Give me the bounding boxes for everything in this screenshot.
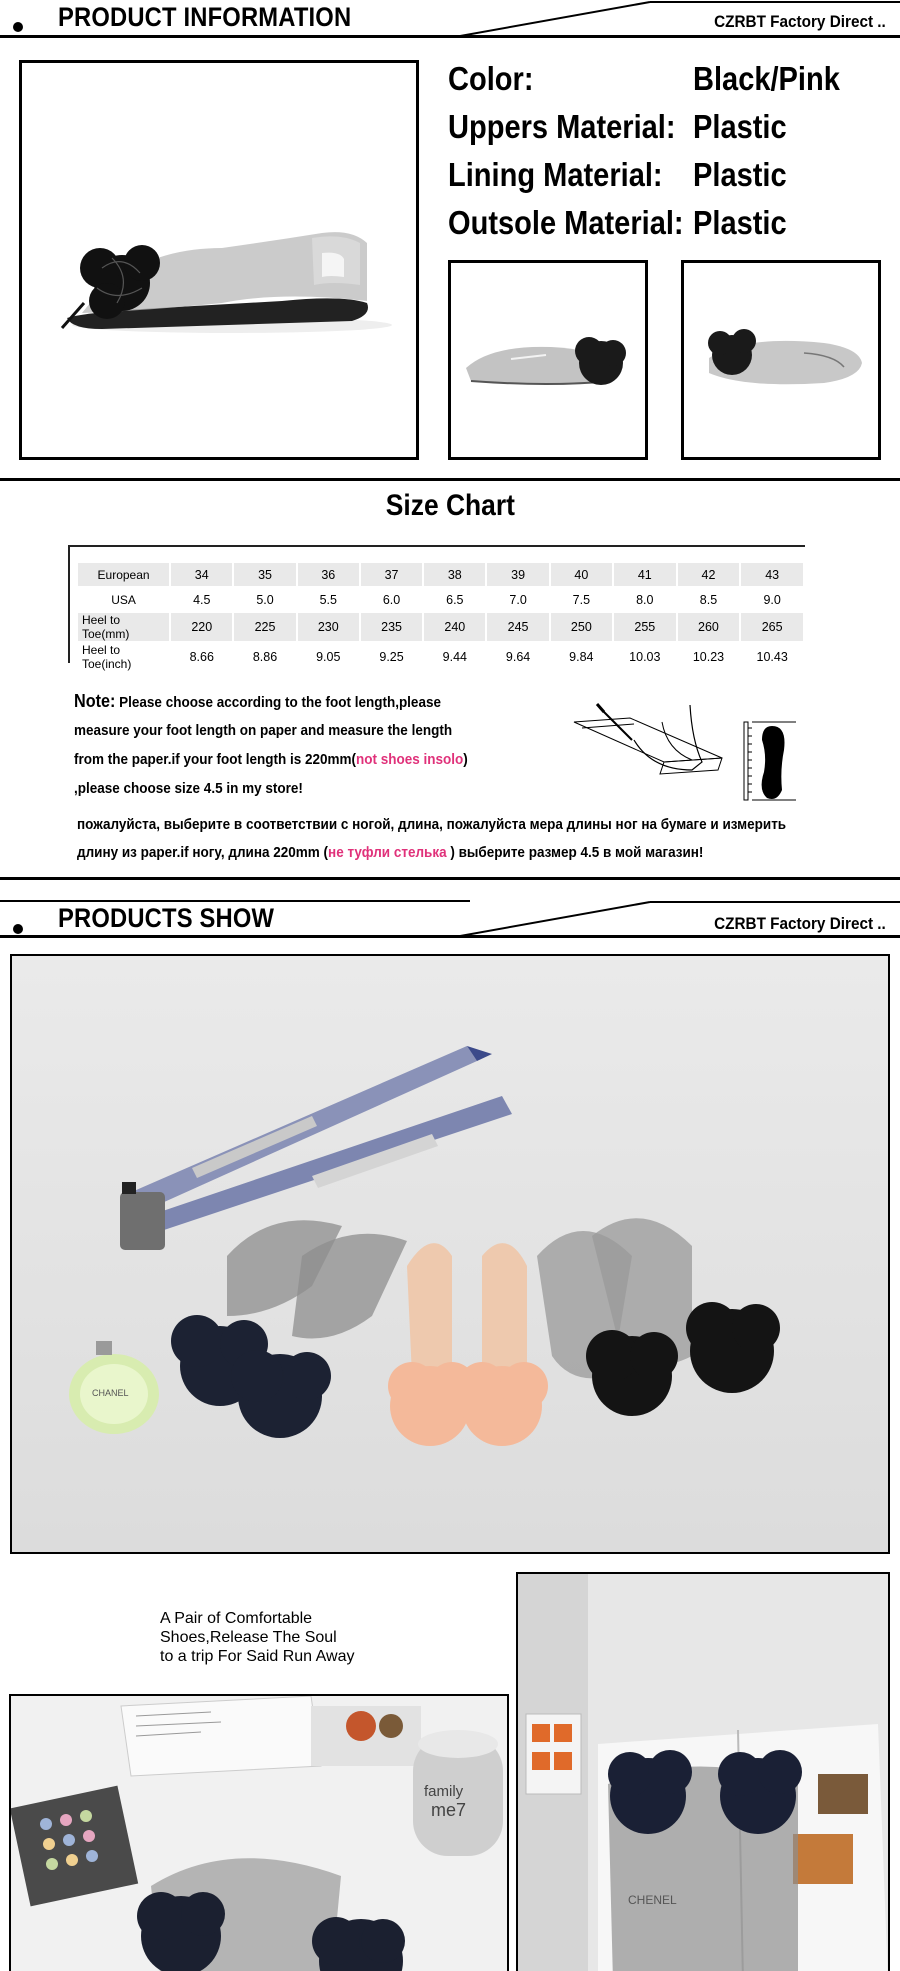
table-row (78, 588, 803, 611)
row-header: USA (78, 588, 169, 611)
spec-uppers-label: Uppers Material: (448, 108, 676, 145)
table-cell: 220 (171, 613, 232, 641)
table-cell: 8.86 (234, 643, 295, 671)
table-cell: 37 (361, 563, 422, 586)
table-row (78, 613, 803, 641)
note-line-3 (74, 751, 468, 768)
table-cell: 7.5 (551, 588, 612, 611)
sandals-magazine-image (518, 1574, 888, 1971)
note-text: Please choose according to the foot length,please (115, 694, 441, 711)
sandals-desk-image (11, 1696, 507, 1971)
row-header: European (78, 563, 169, 586)
bullet-icon (13, 924, 23, 934)
note-highlight: не туфли стелька (328, 844, 447, 861)
tagline-line: A Pair of Comfortable (160, 1610, 313, 1627)
table-cell: 8.66 (171, 643, 232, 671)
table-cell: 9.05 (298, 643, 359, 671)
sandal-side-view-image (22, 63, 416, 457)
note-line-2: measure your foot length on paper and measure the length (74, 722, 453, 739)
table-cell: 250 (551, 613, 612, 641)
chart-left-border (68, 545, 70, 663)
table-cell: 9.25 (361, 643, 422, 671)
table-cell: 41 (614, 563, 676, 586)
header-rule (0, 35, 900, 38)
note-text: длину из paper.if ногу, длина 220mm ( (77, 844, 329, 861)
table-cell: 9.64 (487, 643, 548, 671)
table-cell: 230 (298, 613, 359, 641)
note-highlight: not shoes insolo (356, 751, 464, 768)
table-cell: 35 (234, 563, 295, 586)
table-cell: 235 (361, 613, 422, 641)
table-cell: 8.5 (678, 588, 740, 611)
table-cell: 43 (741, 563, 803, 586)
foot-measure-illustration (572, 700, 802, 805)
size-chart (68, 545, 805, 671)
table-cell: 36 (298, 563, 359, 586)
tagline (160, 1609, 354, 1666)
sandals-flatlay-image (12, 956, 888, 1552)
brand-label: CZRBT Factory Direct .. (714, 12, 886, 31)
table-cell: 42 (678, 563, 740, 586)
note-text: ) выберите размер 4.5 в мой магазин! (446, 844, 704, 861)
table-cell: 40 (551, 563, 612, 586)
lifestyle-photo-right (516, 1572, 890, 1971)
size-table (76, 561, 805, 673)
row-header: Heel to Toe(inch) (78, 643, 169, 671)
main-product-image (19, 60, 419, 460)
section-title: PRODUCT INFORMATION (58, 2, 352, 32)
table-cell: 245 (487, 613, 548, 641)
table-cell: 265 (741, 613, 803, 641)
magazine-number: me7 (431, 1800, 467, 1820)
table-cell: 10.43 (741, 643, 803, 671)
spec-color-label: Color: (448, 60, 534, 97)
bottle-label: CHANEL (92, 1388, 129, 1398)
tagline-line: to a trip For Said Run Away (160, 1648, 355, 1665)
lifestyle-photo-left (9, 1694, 509, 1971)
table-cell: 4.5 (171, 588, 232, 611)
table-cell: 10.03 (614, 643, 676, 671)
spec-lining-value: Plastic (693, 156, 787, 193)
sandal-thumbnail-image (451, 263, 645, 457)
table-cell: 39 (487, 563, 548, 586)
size-chart-title: Size Chart (385, 489, 515, 522)
section-divider (0, 478, 900, 481)
note-ru-line-2 (77, 844, 703, 861)
table-cell: 5.5 (298, 588, 359, 611)
header-top-rule (0, 900, 470, 902)
table-cell: 38 (424, 563, 485, 586)
table-row (78, 643, 803, 671)
note-line-4: ,please choose size 4.5 in my store! (74, 780, 303, 797)
note-label: Note: (74, 691, 116, 711)
note-text: from the paper.if your foot length is 220mm( (74, 751, 357, 768)
note-line-1 (74, 691, 441, 712)
table-cell: 6.5 (424, 588, 485, 611)
thumbnail-top (681, 260, 881, 460)
thumbnail-side (448, 260, 648, 460)
products-show-header (0, 900, 900, 938)
table-cell: 255 (614, 613, 676, 641)
chart-top-border (68, 545, 805, 547)
table-cell: 34 (171, 563, 232, 586)
product-show-image (10, 954, 890, 1554)
table-cell: 9.0 (741, 588, 803, 611)
table-cell: 10.23 (678, 643, 740, 671)
sandal-thumbnail-image (684, 263, 878, 457)
table-cell: 6.0 (361, 588, 422, 611)
table-cell: 7.0 (487, 588, 548, 611)
table-cell: 5.0 (234, 588, 295, 611)
section-divider (0, 877, 900, 880)
spec-lining-label: Lining Material: (448, 156, 663, 193)
note-ru-line-1: пожалуйста, выберите в соответствии с ногой, длина, пожалуйста мера длины ног на бумаге и измерить (77, 816, 787, 833)
header-rule (0, 935, 900, 938)
table-cell: 260 (678, 613, 740, 641)
table-cell: 225 (234, 613, 295, 641)
spec-uppers-value: Plastic (693, 108, 787, 145)
bullet-icon (13, 22, 23, 32)
spec-outsole-label: Outsole Material: (448, 204, 684, 241)
brand-label: CZRBT Factory Direct .. (714, 914, 886, 933)
table-cell: 240 (424, 613, 485, 641)
table-cell: 9.44 (424, 643, 485, 671)
spec-outsole-value: Plastic (693, 204, 787, 241)
table-row (78, 563, 803, 586)
table-cell: 8.0 (614, 588, 676, 611)
tagline-line: Shoes,Release The Soul (160, 1629, 337, 1646)
spec-color-value: Black/Pink (693, 60, 840, 97)
note-text: ) (463, 751, 468, 768)
product-information-header (0, 0, 900, 38)
table-cell: 9.84 (551, 643, 612, 671)
section-title: PRODUCTS SHOW (58, 903, 275, 933)
shoe-brand-text: CHENEL (628, 1893, 677, 1907)
row-header: Heel to Toe(mm) (78, 613, 169, 641)
magazine-text: family (424, 1783, 464, 1800)
